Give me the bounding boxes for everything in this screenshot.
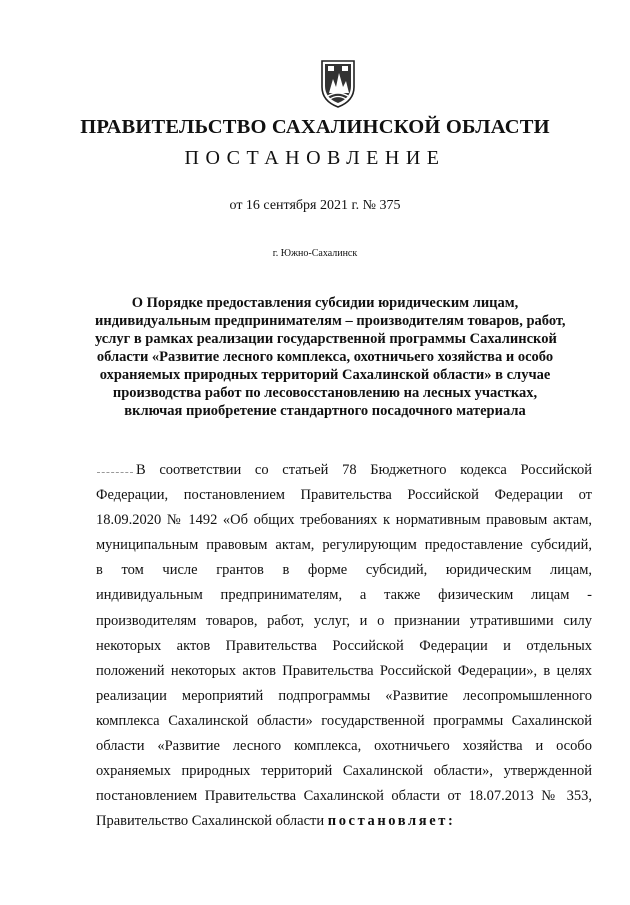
document-city: г. Южно-Сахалинск xyxy=(272,248,358,259)
document-date-number: от 16 сентября 2021 г. № 375 xyxy=(229,198,401,213)
coat-of-arms-icon xyxy=(319,57,357,109)
body-line: некоторых актов Правительства Российской Федерации и отдельных xyxy=(96,637,592,654)
body-line: 18.09.2020 № 1492 «Об общих требованиях к нормативным правовым актам, xyxy=(96,512,592,529)
body-line: постановлением Правительства Сахалинской области от 18.07.2013 № 353, xyxy=(96,788,592,805)
body-line: в том числе грантов в форме субсидий, юридическим лицам, xyxy=(96,562,592,579)
body-line: производителям товаров, работ, услуг, и о признании утратившими силу xyxy=(96,612,592,629)
document-type: ПОСТАНОВЛЕНИЕ xyxy=(184,147,446,169)
body-line: индивидуальным предпринимателям, а также физическим лицам - xyxy=(96,587,592,604)
body-line: реализации мероприятий подпрограммы «Развитие лесопромышленного xyxy=(96,687,592,704)
title-line: индивидуальным предпринимателям – производителям товаров, работ, xyxy=(95,313,566,329)
body-line: В соответствии со статьей 78 Бюджетного кодекса Российской xyxy=(136,462,592,478)
title-line: области «Развитие лесного комплекса, охотничьего хозяйства и особо xyxy=(96,349,554,365)
title-line: О Порядке предоставления субсидии юридическим лицам, xyxy=(131,295,519,311)
title-line: услуг в рамках реализации государственной программы Сахалинской xyxy=(95,331,557,347)
body-line: муниципальным правовым актам, регулирующим предоставление субсидий, xyxy=(96,537,592,554)
closing-text: Правительство Сахалинской области xyxy=(96,813,325,830)
title-line: производства работ по лесовосстановлению на лесных участках, xyxy=(112,385,538,401)
closing-line xyxy=(96,809,592,834)
body-line: комплекса Сахалинской области» государственной программы Сахалинской xyxy=(96,712,592,729)
document-body xyxy=(96,458,592,834)
body-line: области «Развитие лесного комплекса, охотничьего хозяйства и особо xyxy=(96,738,592,755)
body-line: положений некоторых актов Правительства Российской Федерации», в целях xyxy=(96,662,592,679)
body-line: охраняемых природных территорий Сахалинской области», утвержденной xyxy=(96,763,592,780)
closing-emphasis: постановляет: xyxy=(327,813,456,830)
title-line: включая приобретение стандартного посадочного материала xyxy=(124,403,526,419)
title-line: охраняемых природных территорий Сахалинской области» в случае xyxy=(99,367,551,383)
body-line: Федерации, постановлением Правительства Российской Федерации от xyxy=(96,487,592,504)
organization-name: ПРАВИТЕЛЬСТВО САХАЛИНСКОЙ ОБЛАСТИ xyxy=(80,116,550,138)
document-title xyxy=(95,294,566,420)
